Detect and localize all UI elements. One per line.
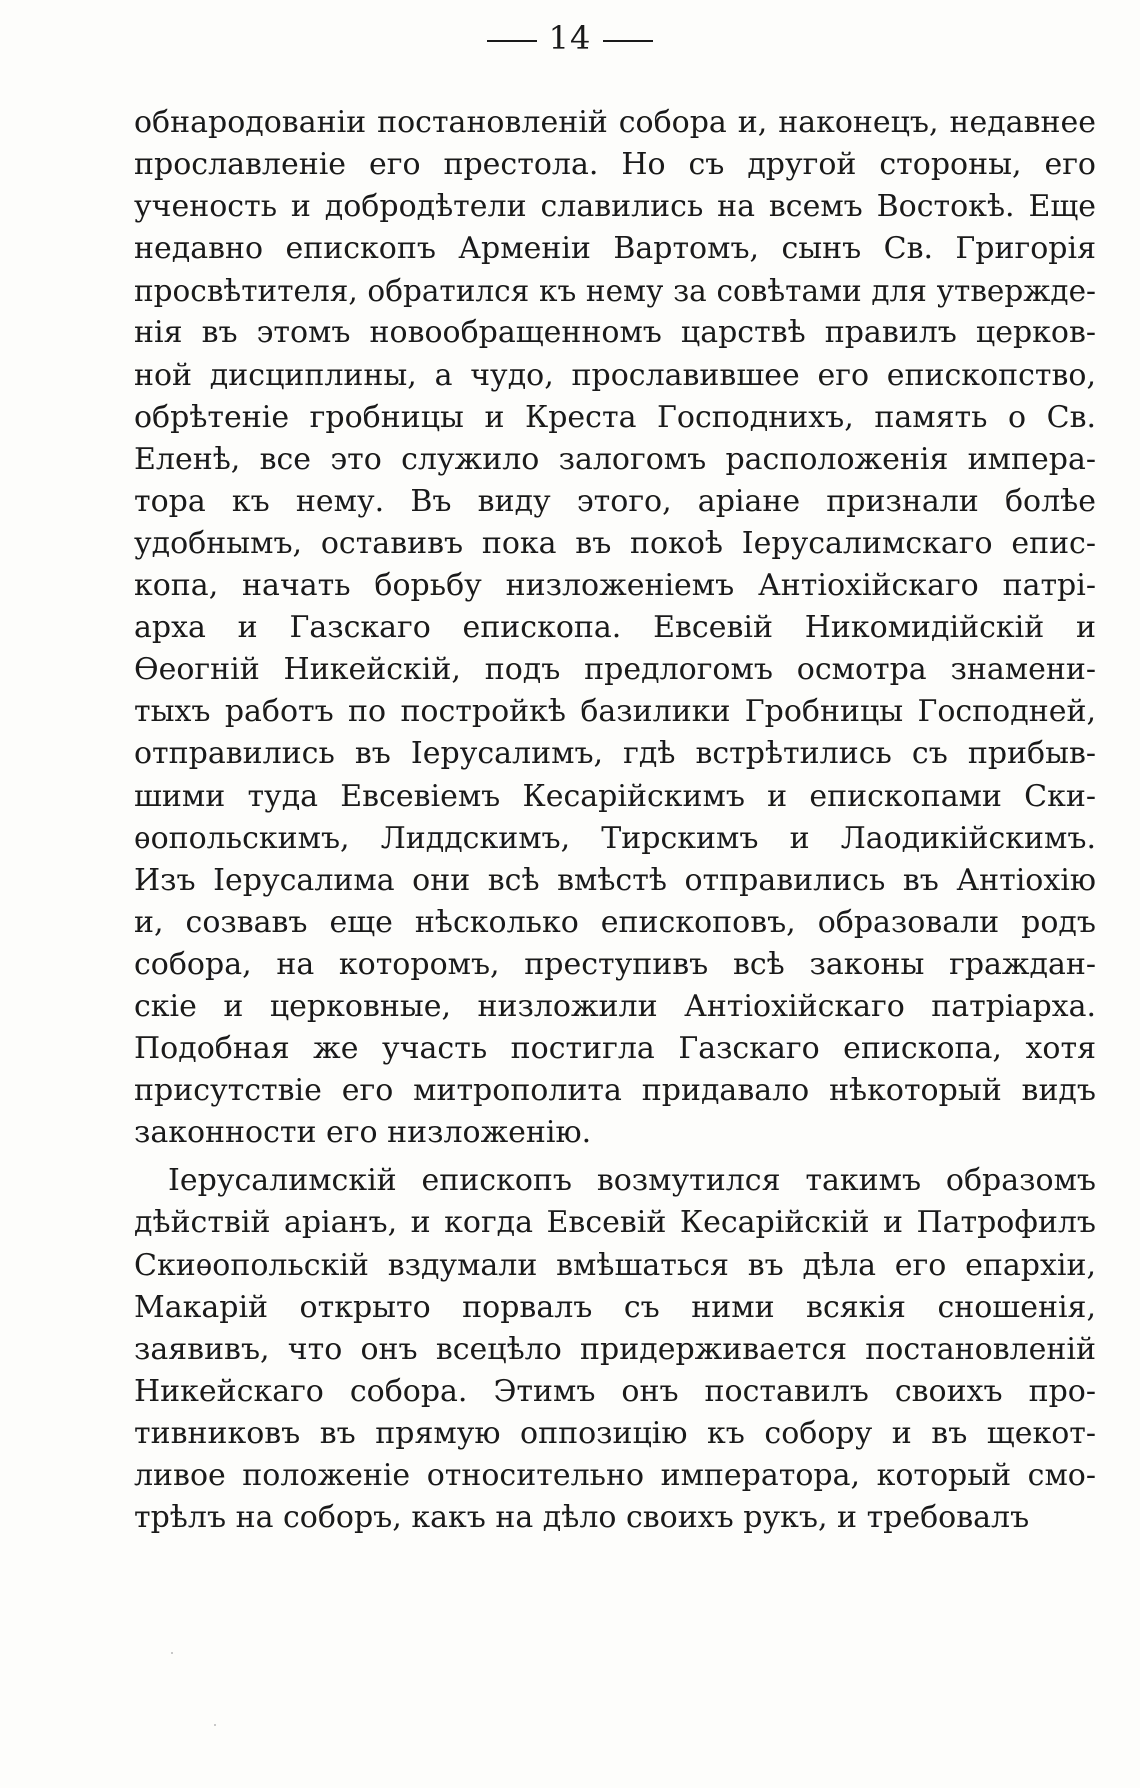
text-line: Изъ Іерусалима они всѣ вмѣстѣ отправились въ Антіохію — [134, 862, 1096, 898]
text-line: присутствіе его митрополита придавало нѣкоторый видъ — [134, 1073, 1096, 1109]
page-number: 14 — [548, 19, 592, 57]
paper-speck — [214, 1724, 216, 1726]
body-text — [134, 102, 1096, 1539]
text-line: ѳопольскимъ, Лиддскимъ, Тирскимъ и Лаодикійскимъ. — [134, 820, 1096, 856]
text-line: тора къ нему. Въ виду этого, аріане признали болѣе — [134, 483, 1096, 519]
text-line: дѣйствій аріанъ, и когда Евсевій Кесарійскій и Патрофилъ — [134, 1205, 1096, 1241]
text-line: прославленіе его престола. Но съ другой стороны, его — [134, 147, 1096, 183]
paragraph — [134, 102, 1096, 1154]
text-line: обрѣтеніе гробницы и Креста Господнихъ, память о Св. — [134, 399, 1096, 435]
text-line: просвѣтителя, обратился къ нему за совѣтами для утвержде- — [134, 274, 1096, 309]
text-line: Еленѣ, все это служило залогомъ расположенія импера- — [134, 441, 1096, 477]
text-line: отправились въ Іерусалимъ, гдѣ встрѣтились съ прибыв- — [134, 736, 1096, 772]
text-line: копа, начать борьбу низложеніемъ Антіохійскаго патрі- — [134, 568, 1096, 604]
text-line: обнародованіи постановленій собора и, наконецъ, недавнее — [134, 105, 1096, 140]
text-line: ливое положеніе относительно императора, который смо- — [134, 1458, 1096, 1493]
text-line: Іерусалимскій епископъ возмутился такимъ образомъ — [168, 1163, 1096, 1199]
left-dash — [487, 40, 537, 42]
text-line: арха и Газскаго епископа. Евсевій Никомидійскій и — [134, 610, 1096, 646]
text-line: собора, на которомъ, преступивъ всѣ законы граждан- — [134, 946, 1096, 982]
text-line: нія въ этомъ новообращенномъ царствѣ правилъ церков- — [134, 315, 1096, 351]
text-line: тыхъ работъ по постройкѣ базилики Гробницы Господней, — [134, 694, 1096, 730]
text-line: шими туда Евсевіемъ Кесарійскимъ и епископами Ски- — [134, 778, 1096, 814]
text-line: и, созвавъ еще нѣсколько епископовъ, образовали родъ — [134, 904, 1096, 940]
text-line: Подобная же участь постигла Газскаго епископа, хотя — [134, 1031, 1096, 1067]
running-head — [0, 18, 1140, 58]
text-line: Ѳеогній Никейскій, подъ предлогомъ осмотра знамени- — [134, 652, 1096, 688]
text-line: скіе и церковные, низложили Антіохійскаго патріарха. — [134, 988, 1096, 1024]
paragraph — [134, 1160, 1096, 1539]
text-line: тивниковъ въ прямую оппозицію къ собору и въ щекот- — [134, 1415, 1096, 1451]
text-line: заявивъ, что онъ всецѣло придерживается постановленій — [134, 1331, 1096, 1367]
text-line: удобнымъ, оставивъ пока въ покоѣ Іерусалимскаго епис- — [134, 525, 1096, 561]
text-line: трѣлъ на соборъ, какъ на дѣло своихъ рукъ, и требовалъ — [134, 1500, 1030, 1536]
text-line: ученость и добродѣтели славились на всемъ Востокѣ. Еще — [134, 189, 1096, 225]
text-line: законности его низложенію. — [134, 1115, 592, 1151]
text-line: недавно епископъ Арменіи Вартомъ, сынъ Св. Григорія — [134, 231, 1096, 267]
text-line: Никейскаго собора. Этимъ онъ поставилъ своихъ про- — [134, 1373, 1096, 1409]
text-line: Макарій открыто порвалъ съ ними всякія сношенія, — [134, 1289, 1096, 1325]
paper-speck — [171, 1652, 173, 1654]
right-dash — [603, 40, 653, 42]
text-line: ной дисциплины, а чудо, прославившее его епископство, — [134, 357, 1096, 393]
text-line: Скиѳопольскій вздумали вмѣшаться въ дѣла его епархіи, — [134, 1247, 1096, 1283]
